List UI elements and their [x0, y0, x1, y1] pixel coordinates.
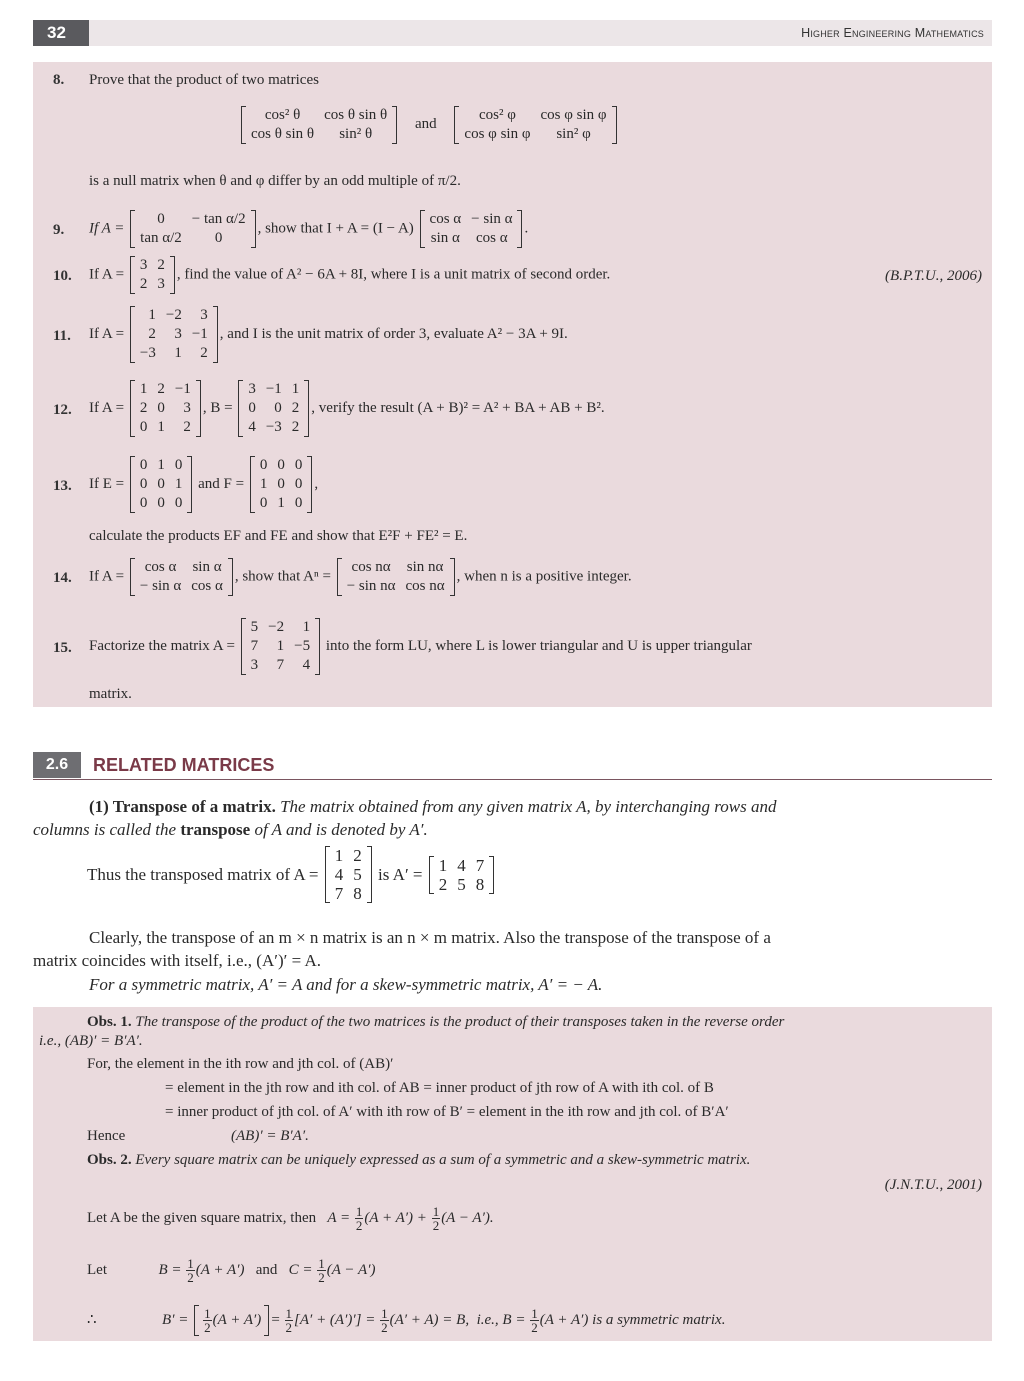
matrix-cell: 1	[174, 476, 183, 492]
problem-text: Factorize the matrix A =	[89, 637, 235, 654]
obs-1-line2: i.e., (AB)′ = B′A′.	[39, 1033, 143, 1049]
hence-equation: (AB)′ = B′A′.	[231, 1128, 309, 1144]
matrix-theta	[241, 106, 397, 144]
b-transpose-line	[87, 1305, 725, 1336]
matrix-cell: 4	[334, 865, 344, 884]
problem-number: 14.	[53, 570, 72, 586]
matrix-cell: 1	[157, 457, 165, 473]
clearly-line2: matrix coincides with itself, i.e., (A′)′ = A.	[33, 951, 322, 970]
proof-text: C =	[288, 1261, 313, 1278]
matrix-a	[130, 210, 255, 248]
matrix-cell: 2	[291, 400, 300, 416]
problem-text: matrix.	[89, 686, 132, 702]
matrix-cell: 1	[291, 381, 300, 397]
matrix-cell: cos φ sin φ	[540, 107, 607, 123]
numerator: 1	[381, 1306, 388, 1321]
numerator: 1	[204, 1306, 211, 1321]
matrix-cell: 2	[139, 276, 148, 292]
matrix-cell: 0	[157, 495, 165, 511]
matrix-cell: − sin α	[139, 578, 182, 594]
matrix-cell: −2	[165, 307, 182, 323]
matrix-cell: cos² φ	[479, 107, 516, 123]
matrix-cell: tan α/2	[140, 230, 182, 246]
problem-text: Prove that the product of two matrices	[89, 72, 319, 88]
matrix-cell: cos α	[144, 559, 177, 575]
problem-text: If A =	[89, 220, 125, 237]
matrix-cell: 0	[139, 495, 148, 511]
matrix-cell: 1	[276, 638, 285, 654]
matrix-cell: 0	[294, 495, 303, 511]
proof-text: B =	[158, 1261, 182, 1278]
matrix-cell: 2	[291, 419, 300, 435]
matrix-cell: cos φ sin φ	[464, 126, 531, 142]
problem-text: , show that Aⁿ =	[234, 568, 331, 585]
problem-text: , verify the result (A + B)² = A² + BA + AB + B².	[311, 399, 605, 416]
matrix-a	[325, 846, 372, 903]
matrix-rotation	[420, 210, 523, 248]
problem-number: 10.	[53, 268, 72, 284]
matrix-cell: 3	[200, 307, 208, 323]
fraction-half	[203, 1307, 212, 1334]
matrix-cell: 1	[139, 381, 148, 397]
matrix-cell: − sin nα	[346, 578, 396, 594]
problem-text: , show that I + A = (I − A)	[257, 220, 414, 237]
obs-1	[87, 1014, 784, 1031]
problem-text: , when n is a positive integer.	[456, 568, 632, 585]
observations-box	[33, 1007, 992, 1341]
example-text: is A′ =	[378, 865, 423, 884]
problem-text: , B =	[202, 399, 233, 416]
matrix-cell: 2	[438, 874, 448, 894]
matrix-cell: − tan α/2	[191, 211, 246, 227]
proof-text: (A − A′)	[326, 1261, 376, 1278]
matrix-f	[250, 456, 313, 513]
obs-eq2: = inner product of jth col. of A′ with ith row of B′ = element in the ith row and jth col. of B′A′	[165, 1104, 729, 1120]
matrix-cell: 7	[334, 884, 344, 903]
matrix-cell: 2	[353, 846, 362, 865]
matrix-cell: 0	[274, 400, 282, 416]
matrix-a	[130, 256, 175, 294]
matrix-cell: 3	[183, 400, 191, 416]
numerator: 1	[187, 1256, 194, 1271]
matrix-cell: −3	[139, 345, 156, 361]
matrix-cell: − sin α	[471, 211, 513, 227]
definition-text: columns is called the	[33, 820, 177, 839]
denominator: 2	[531, 1320, 538, 1335]
matrix-cell: 2	[157, 257, 165, 273]
denominator: 2	[355, 1218, 363, 1233]
matrix-cell: 0	[157, 211, 165, 227]
exercise-box	[33, 62, 992, 707]
matrix-cell: 5	[250, 619, 259, 635]
definition-keyword: transpose	[180, 820, 251, 839]
matrix-cell: 2	[157, 381, 165, 397]
obs-for-line: For, the element in the ith row and jth col. of (AB)′	[87, 1056, 394, 1072]
transpose-definition-line1	[33, 795, 993, 818]
matrix-a	[130, 306, 218, 363]
matrix-cell: cos² θ	[264, 107, 301, 123]
proof-text: (A + A′)	[195, 1261, 245, 1278]
let-a-line	[87, 1205, 494, 1232]
matrix-phi	[454, 106, 616, 144]
denominator: 2	[432, 1218, 440, 1233]
section-title: RELATED MATRICES	[93, 755, 275, 775]
fraction-half	[380, 1307, 389, 1334]
definition-text: The matrix obtained from any given matrix A, by interchanging rows and	[280, 797, 777, 816]
fraction-half	[432, 1205, 441, 1232]
matrix-cell: 7	[250, 638, 259, 654]
matrix-cell: 0	[139, 457, 148, 473]
problem-number: 11.	[53, 328, 71, 344]
section-heading	[33, 752, 992, 780]
proof-text: A =	[327, 1209, 351, 1226]
fraction-half	[186, 1257, 195, 1284]
proof-text: B′ =	[162, 1311, 189, 1328]
matrix-cell: 0	[259, 495, 268, 511]
proof-text: i.e., B =	[476, 1311, 526, 1328]
obs-eq1: = element in the jth row and ith col. of AB = inner product of jth row of A with ith col. of B	[165, 1080, 714, 1096]
proof-text: (A − A′).	[441, 1209, 494, 1226]
matrix-cell: 5	[353, 865, 362, 884]
therefore-symbol: ∴	[87, 1311, 97, 1328]
transpose-definition-line2	[33, 818, 993, 841]
matrix-cell: 5	[457, 874, 466, 894]
matrix-cell: cos α	[429, 211, 462, 227]
matrix-cell: 0	[157, 400, 165, 416]
matrix-cell: 2	[148, 326, 156, 342]
matrix-cell: 4	[248, 419, 256, 435]
proof-text: Let	[87, 1261, 107, 1278]
denominator: 2	[318, 1270, 325, 1285]
numerator: 1	[531, 1306, 538, 1321]
matrix-cell: cos θ sin θ	[324, 107, 388, 123]
matrix-cell: 8	[353, 884, 362, 903]
numerator: 1	[432, 1204, 440, 1219]
matrix-cell: 1	[148, 307, 156, 323]
matrix-cell: 2	[200, 345, 208, 361]
symmetric-note: For a symmetric matrix, A′ = A and for a skew-symmetric matrix, A′ = − A.	[89, 975, 603, 994]
proof-text: (A + A′) is a symmetric matrix.	[539, 1311, 726, 1328]
section-number: 2.6	[33, 752, 81, 778]
proof-text: and	[255, 1261, 278, 1278]
matrix-cell: sin α	[192, 559, 222, 575]
numerator: 1	[318, 1256, 325, 1271]
obs-label: Obs. 1.	[87, 1014, 132, 1030]
matrix-cell: 3	[250, 657, 259, 673]
matrix-cell: 0	[157, 476, 165, 492]
matrix-cell: 3	[157, 276, 165, 292]
matrix-cell: −1	[191, 326, 208, 342]
matrix-a-transpose	[429, 856, 495, 894]
matrix-cell: 1	[259, 476, 268, 492]
problem-number: 13.	[53, 478, 72, 494]
matrix-cell: 0	[174, 457, 183, 473]
matrix-cell: 0	[139, 419, 148, 435]
proof-text: (A + A′)	[212, 1311, 262, 1328]
problem-text: is a null matrix when θ and φ differ by an odd multiple of π/2.	[89, 173, 461, 189]
matrix-cell: 1	[438, 855, 448, 875]
problem-text: ,	[314, 475, 319, 492]
matrix-cell: 3	[139, 257, 148, 273]
problem-text: and F =	[198, 475, 245, 492]
matrix-cell: −5	[294, 638, 311, 654]
matrix-cell: sin² θ	[339, 126, 373, 142]
matrix-cell: 0	[277, 476, 285, 492]
fraction-half	[317, 1257, 326, 1284]
problem-text: If A =	[89, 266, 125, 283]
matrix-cell: 7	[276, 657, 285, 673]
problem-text: into the form LU, where L is lower triangular and U is upper triangular	[325, 637, 752, 654]
problem-text: If A =	[89, 399, 125, 416]
obs-label: Obs. 2.	[87, 1152, 132, 1168]
matrix-cell: −1	[265, 381, 282, 397]
example-text: Thus the transposed matrix of A =	[87, 865, 319, 884]
problem-number: 12.	[53, 402, 72, 418]
subheading: (1) Transpose of a matrix.	[89, 797, 276, 816]
matrix-cell: 1	[174, 345, 182, 361]
book-title: Higher Engineering Mathematics	[801, 26, 984, 40]
matrix-cell: sin nα	[406, 559, 444, 575]
problem-number: 9.	[53, 222, 65, 238]
proof-text: Let A be the given square matrix, then	[87, 1209, 317, 1226]
matrix-cell: 0	[214, 230, 223, 246]
problem-text: If A =	[89, 568, 125, 585]
matrix-cell: 0	[294, 476, 303, 492]
matrix-cell: cos nα	[351, 559, 391, 575]
matrix-cell: 0	[277, 457, 285, 473]
page-header	[33, 20, 992, 46]
bracket-expression	[194, 1305, 269, 1336]
fraction-half	[530, 1307, 539, 1334]
problem-text: .	[524, 220, 529, 237]
denominator: 2	[285, 1320, 293, 1335]
matrix-e	[130, 456, 193, 513]
denominator: 2	[187, 1270, 194, 1285]
hence-label: Hence	[87, 1128, 126, 1144]
matrix-cell: cos nα	[405, 578, 445, 594]
definition-text: of A and is denoted by A′.	[254, 820, 428, 839]
problem-text: calculate the products EF and FE and show that E²F + FE² = E.	[89, 528, 468, 544]
matrix-cell: 7	[475, 855, 485, 875]
proof-text: [A′ + (A′)′] =	[294, 1311, 376, 1328]
obs-text: Every square matrix can be uniquely expressed as a sum of a symmetric and a skew-symmetric matrix.	[135, 1152, 751, 1168]
problem-number: 15.	[53, 640, 72, 656]
proof-text: =	[271, 1311, 280, 1328]
fraction-half	[285, 1307, 294, 1334]
matrix-cell: sin α	[430, 230, 460, 246]
fraction-half	[355, 1205, 364, 1232]
matrix-cell: 0	[248, 400, 256, 416]
problem-text: If A =	[89, 325, 125, 342]
matrix-cell: cos α	[191, 578, 223, 594]
matrix-cell: 1	[157, 419, 165, 435]
matrix-cell: 2	[183, 419, 191, 435]
matrix-cell: 1	[334, 846, 344, 865]
and-word: and	[415, 116, 437, 133]
matrix-cell: cos θ sin θ	[251, 126, 315, 142]
matrix-cell: −2	[268, 619, 285, 635]
matrix-cell: 8	[475, 874, 485, 894]
matrix-cell: 4	[302, 657, 311, 673]
matrix-cell: 0	[139, 476, 148, 492]
matrix-cell: sin² φ	[556, 126, 591, 142]
denominator: 2	[204, 1320, 211, 1335]
proof-text: (A′ + A) = B,	[389, 1311, 470, 1328]
matrix-cell: −3	[265, 419, 282, 435]
matrix-cell: 1	[302, 619, 311, 635]
matrix-a	[130, 558, 233, 596]
proof-text: (A + A′) +	[364, 1209, 427, 1226]
matrix-cell: 2	[139, 400, 148, 416]
problem-text: If E =	[89, 475, 125, 492]
problem-number: 8.	[53, 72, 65, 88]
obs-text: The transpose of the product of the two matrices is the product of their transposes taken in the reverse order	[135, 1014, 785, 1030]
matrix-cell: 0	[294, 457, 303, 473]
matrix-cell: 0	[174, 495, 183, 511]
matrix-cell: 0	[259, 457, 268, 473]
problem-text: , find the value of A² − 6A + 8I, where I is a unit matrix of second order.	[176, 266, 611, 283]
matrix-cell: 1	[277, 495, 285, 511]
matrix-cell: 4	[457, 855, 466, 875]
numerator: 1	[285, 1306, 293, 1321]
transpose-example	[33, 846, 993, 903]
let-b-c-line	[87, 1257, 375, 1284]
problem-text: , and I is the unit matrix of order 3, evaluate A² − 3A + 9I.	[219, 325, 568, 342]
matrix-a	[130, 380, 201, 437]
source-citation: (B.P.T.U., 2006)	[885, 268, 982, 284]
matrix-cell: cos α	[476, 230, 508, 246]
numerator: 1	[355, 1204, 363, 1219]
matrix-cell: −1	[174, 381, 191, 397]
matrix-b	[238, 380, 309, 437]
matrix-cell: 3	[174, 326, 182, 342]
matrix-a-power-n	[337, 558, 455, 596]
page-number: 32	[33, 20, 89, 46]
matrix-a	[241, 618, 320, 675]
clearly-line1: Clearly, the transpose of an m × n matrix is an n × m matrix. Also the transpose of the transpose of a	[89, 928, 771, 947]
obs-2	[87, 1152, 750, 1169]
denominator: 2	[381, 1320, 388, 1335]
matrix-cell: 3	[248, 381, 256, 397]
source-citation: (J.N.T.U., 2001)	[884, 1177, 982, 1193]
